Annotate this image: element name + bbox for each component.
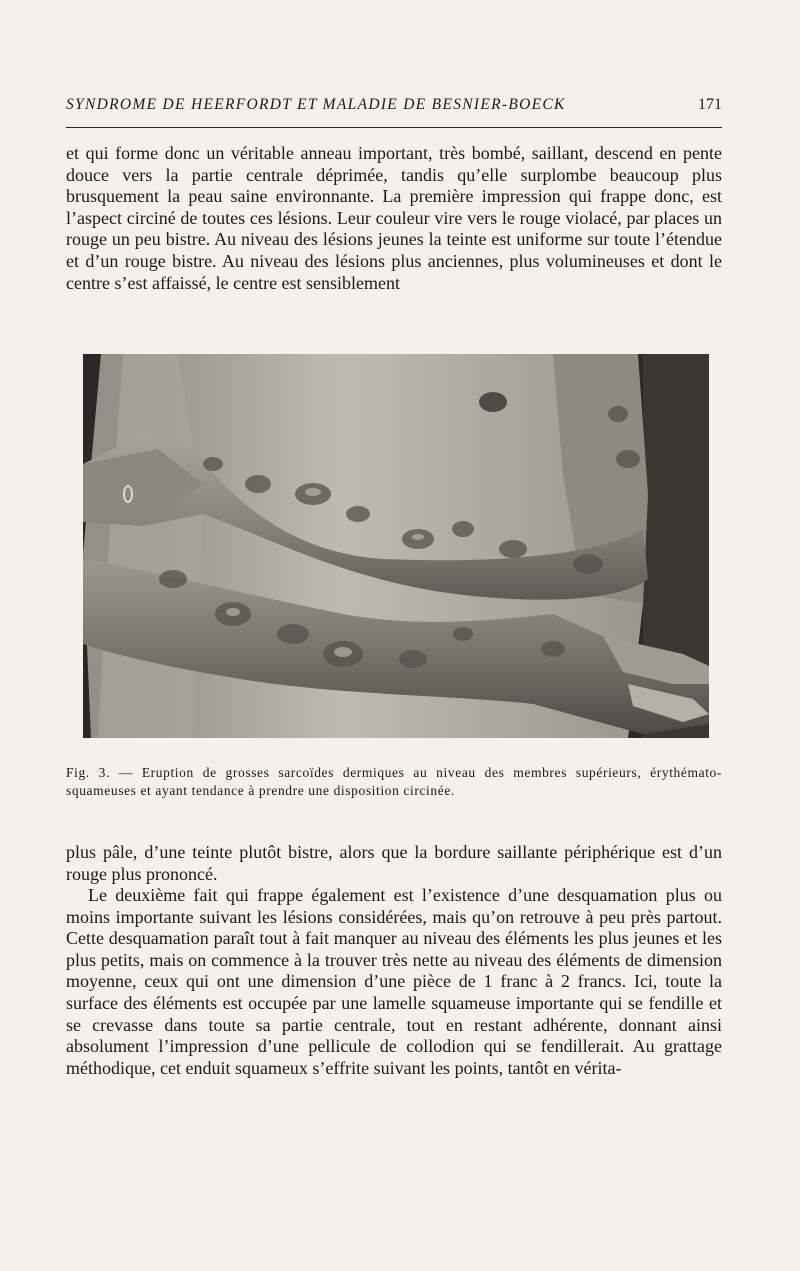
header-rule bbox=[66, 127, 722, 128]
running-title: SYNDROME DE HEERFORDT ET MALADIE DE BESNIER-BOECK bbox=[66, 96, 566, 113]
photo-illustration bbox=[83, 354, 709, 738]
running-head bbox=[66, 96, 722, 114]
body-paragraph-top: et qui forme donc un véritable anneau important, très bombé, saillant, descend en pente douce vers la partie centrale déprimée, tandis qu’elle surplombe beaucoup plus brusquement la peau saine environnante. La première impression qui frappe donc, est l’aspect circiné de toutes ces lésions. Leur couleur vire vers le rouge violacé, par places un rouge un peu bistre. Au niveau des lésions jeunes la teinte est uniforme sur toute l’étendue et d’un rouge bistre. Au niveau des lésions plus anciennes, plus volumineuses et dont le centre s’est affaissé, le centre est sensiblement bbox=[66, 143, 722, 293]
figure-caption: Fig. 3. — Eruption de grosses sarcoïdes dermiques au niveau des membres supérieurs, érythémato-squameuses et ayant tendance à prendre une disposition circinée. bbox=[66, 765, 722, 798]
page-number: 171 bbox=[698, 96, 722, 113]
body-paragraph-second: Le deuxième fait qui frappe également est l’existence d’une desquamation plus ou moins importante suivant les lésions considérées, mais qu’on retrouve à peu près partout. Cette desquamation paraît tout à fait manquer au niveau des éléments les plus jeunes et les plus petits, mais on commence à la trouver très nette au niveau des éléments de dimension moyenne, ceux qui ont une dimension d’une pièce de 1 franc à 2 francs. Ici, toute la surface des éléments est occupée par une lamelle squameuse importante qui se fendille et se crevasse dans toute sa partie centrale, tout en restant adhérente, donnant ainsi absolument l’impression d’une pellicule de collodion qui se fendillerait. Au grattage méthodique, cet enduit squameux s’effrite suivant les points, tantôt en vérita- bbox=[66, 885, 722, 1078]
body-paragraph-continued: plus pâle, d’une teinte plutôt bistre, alors que la bordure saillante périphérique est d’un rouge plus prononcé. bbox=[66, 842, 722, 884]
figure-photograph bbox=[83, 354, 709, 738]
